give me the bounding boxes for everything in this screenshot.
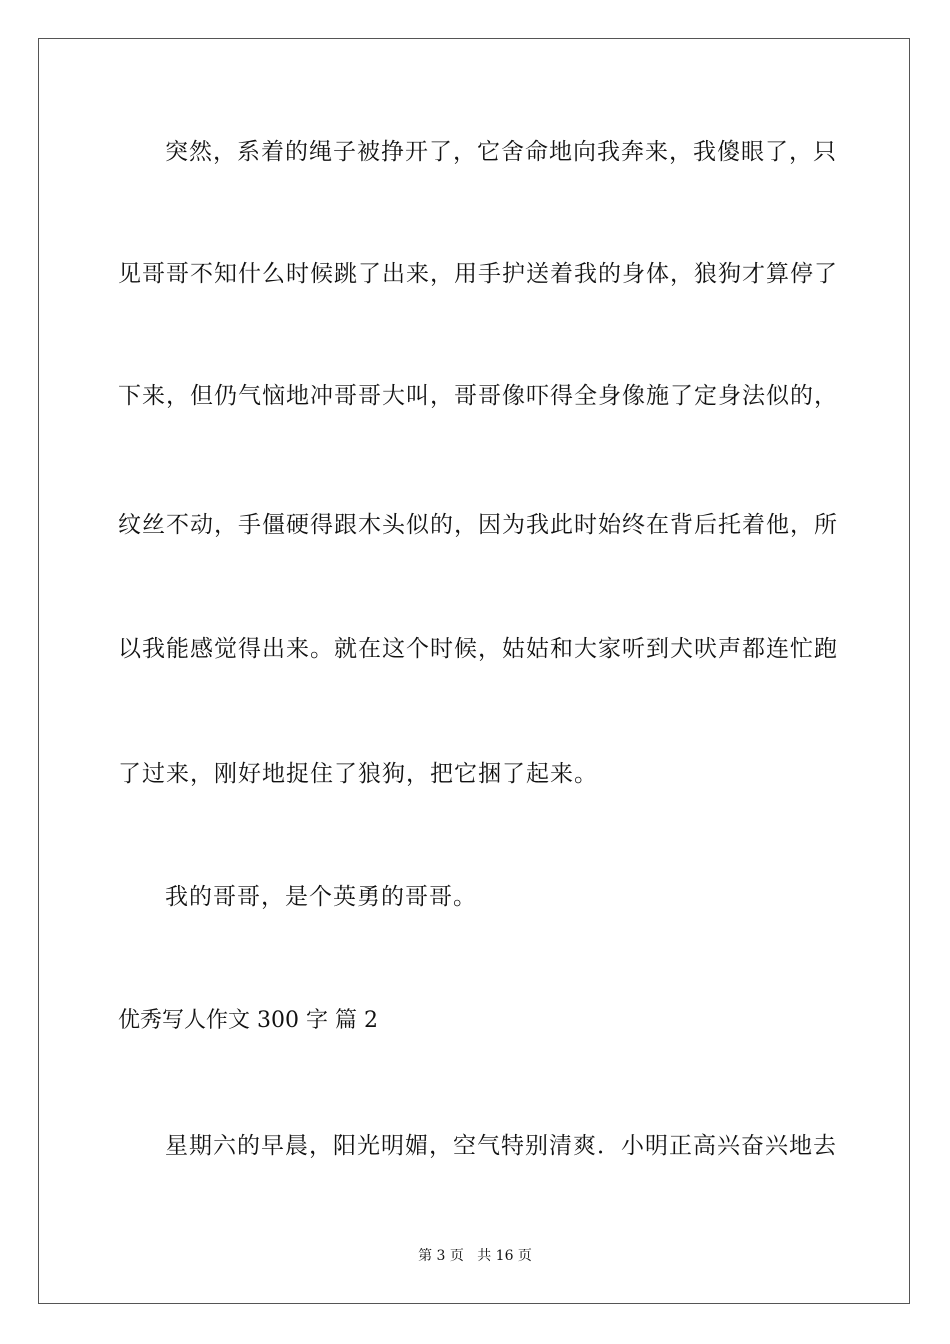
paragraph-line: 我的哥哥，是个英勇的哥哥。 [165, 884, 477, 910]
paragraph-line: 纹丝不动，手僵硬得跟木头似的，因为我此时始终在背后托着他，所 [118, 512, 838, 538]
paragraph-line: 突然，系着的绳子被挣开了，它舍命地向我奔来，我傻眼了，只 [165, 139, 837, 165]
paragraph-line: 见哥哥不知什么时候跳了出来，用手护送着我的身体，狼狗才算停了 [118, 261, 838, 287]
page-footer: 第 3 页 共 16 页 [418, 1248, 532, 1264]
paragraph-line: 以我能感觉得出来。就在这个时候，姑姑和大家听到犬吠声都连忙跑 [118, 636, 838, 662]
paragraph-line: 了过来，刚好地捉住了狼狗，把它捆了起来。 [118, 761, 598, 787]
paragraph-line: 下来，但仍气恼地冲哥哥大叫，哥哥像吓得全身像施了定身法似的， [118, 383, 838, 409]
page-border [38, 38, 910, 1304]
paragraph-line: 星期六的早晨，阳光明媚，空气特别清爽．小明正高兴奋兴地去 [165, 1133, 837, 1159]
section-heading: 优秀写人作文 300 字 篇 2 [118, 1008, 378, 1033]
